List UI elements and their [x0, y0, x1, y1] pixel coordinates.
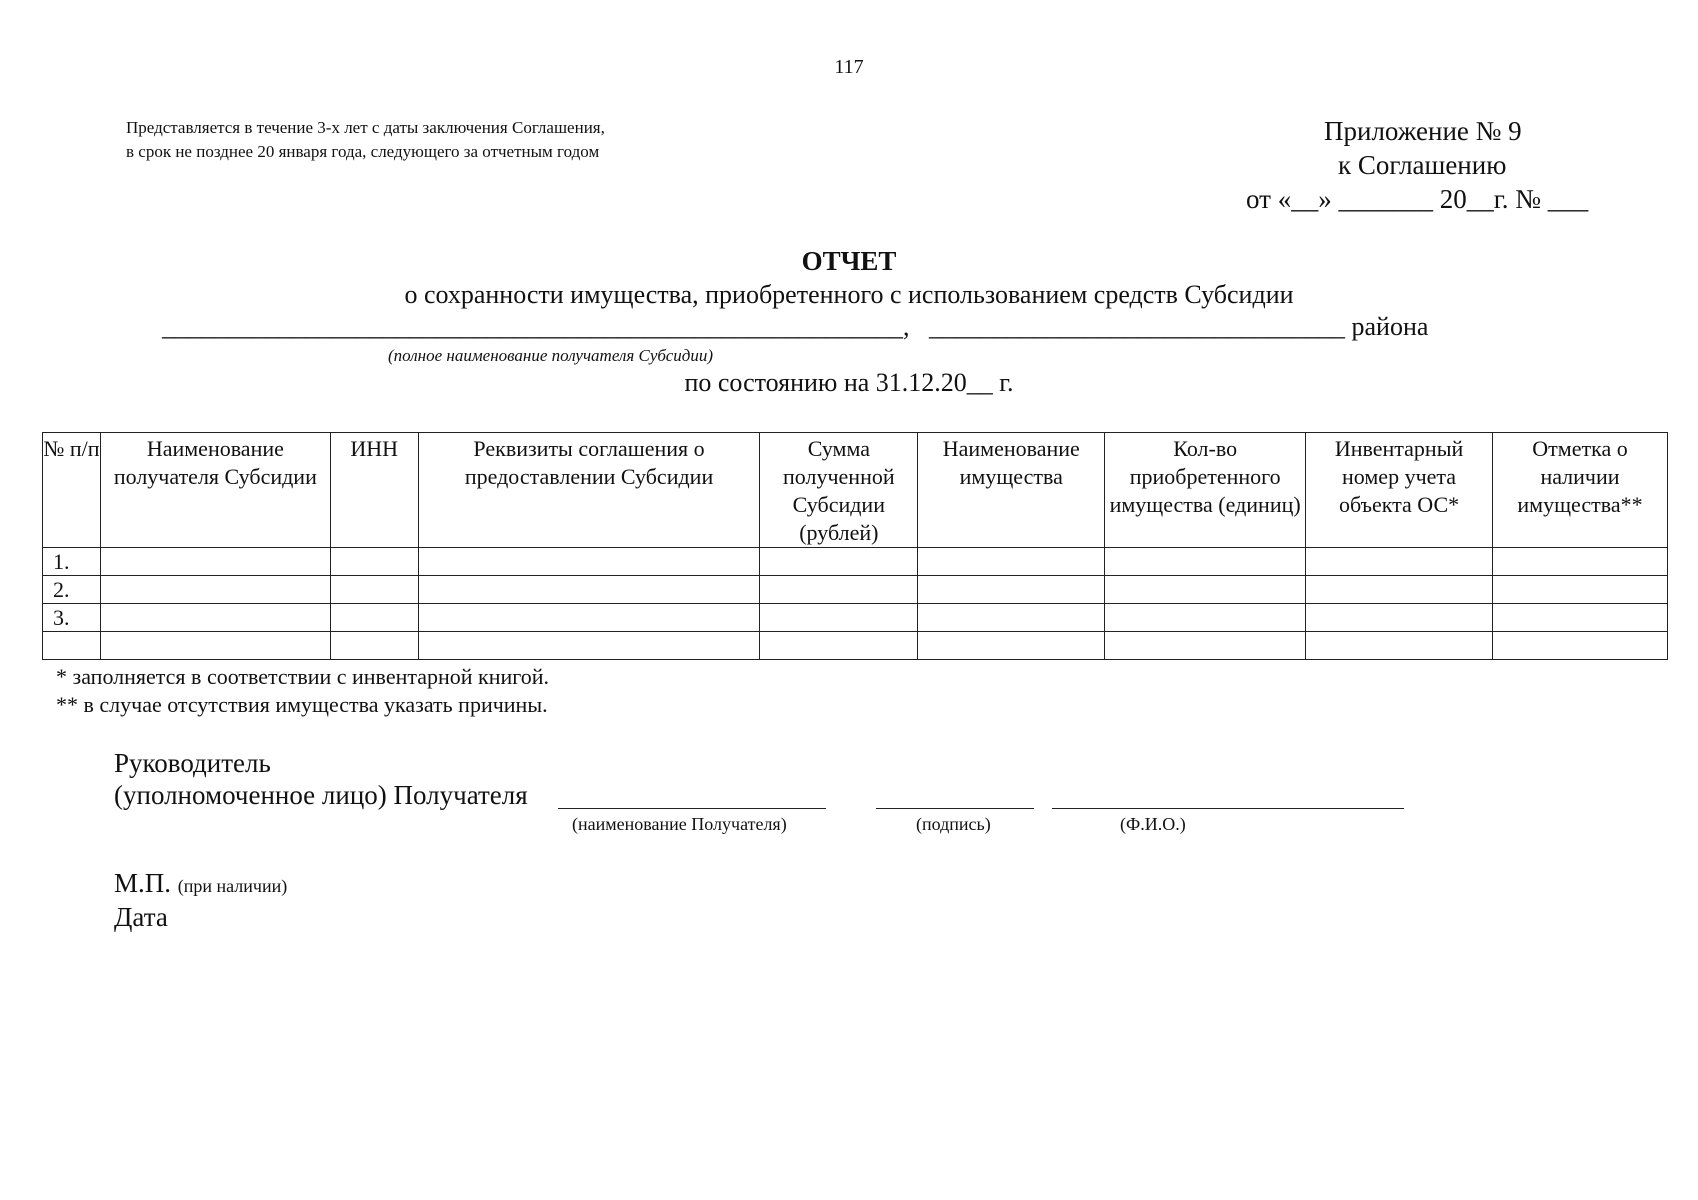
recipient-hint: (полное наименование получателя Субсидии)	[388, 346, 714, 365]
appendix-agreement: к Соглашению	[1338, 150, 1507, 180]
col-header-agreement: Реквизиты соглашения о предоставлении Субсидии	[418, 433, 760, 548]
table-cell	[100, 576, 330, 604]
col-header-inn: ИНН	[330, 433, 418, 548]
table-cell	[418, 604, 760, 632]
recipient-name-hint: (наименование Получателя)	[572, 814, 787, 834]
stamp-label: М.П.	[114, 868, 172, 898]
table-cell	[330, 576, 418, 604]
signature-hint: (подпись)	[916, 814, 991, 834]
table-cell	[418, 576, 760, 604]
row-number: 2.	[43, 576, 101, 604]
signature-blank	[876, 808, 1034, 809]
col-header-quantity: Кол-во приобретенного имущества (единиц)	[1105, 433, 1306, 548]
appendix-number: Приложение № 9	[1324, 116, 1522, 146]
table-cell	[760, 576, 918, 604]
table-cell	[1493, 548, 1668, 576]
table-cell	[330, 604, 418, 632]
report-table	[42, 432, 1668, 660]
table-cell	[1493, 632, 1668, 660]
submission-note	[126, 116, 605, 164]
date-label: Дата	[114, 902, 168, 932]
head-label: Руководитель	[114, 748, 271, 778]
table-row	[43, 632, 1668, 660]
stamp-note: (при наличии)	[177, 876, 288, 896]
footnote-inventory: * заполняется в соответствии с инвентарной книгой.	[56, 664, 550, 689]
recipient-fill-line: _________________________________________________________, ________________________________ района	[162, 312, 1429, 341]
table-cell	[760, 632, 918, 660]
table-cell	[1105, 548, 1306, 576]
col-header-inventory-number: Инвентарный номер учета объекта ОС*	[1306, 433, 1493, 548]
col-header-number: № п/п	[43, 433, 101, 548]
table-cell	[330, 548, 418, 576]
footnote-absence: ** в случае отсутствия имущества указать причины.	[56, 692, 548, 717]
authorized-person-label: (уполномоченное лицо) Получателя	[114, 780, 528, 810]
table-cell	[1306, 548, 1493, 576]
appendix-header	[1246, 114, 1646, 216]
table-cell	[1306, 632, 1493, 660]
page-number: 117	[834, 56, 864, 78]
row-number: 3.	[43, 604, 101, 632]
submission-note-line-1: Представляется в течение 3-х лет с даты заключения Соглашения,	[126, 118, 605, 137]
col-header-property-name: Наименование имущества	[918, 433, 1105, 548]
recipient-name-blank	[558, 808, 826, 809]
table-row	[43, 604, 1668, 632]
table-cell	[1493, 576, 1668, 604]
table-cell	[918, 576, 1105, 604]
table-cell	[1306, 604, 1493, 632]
table-header-row	[43, 433, 1668, 548]
table-cell	[1493, 604, 1668, 632]
table-cell	[918, 632, 1105, 660]
col-header-amount: Сумма полученной Субсидии (рублей)	[760, 433, 918, 548]
table-cell	[330, 632, 418, 660]
table-cell	[1105, 604, 1306, 632]
table-cell	[918, 604, 1105, 632]
stamp-place	[114, 868, 287, 899]
appendix-date-number: от «__» _______ 20__г. № ___	[1246, 184, 1589, 214]
table-row	[43, 548, 1668, 576]
table-cell	[918, 548, 1105, 576]
col-header-recipient: Наименование получателя Субсидии	[100, 433, 330, 548]
report-title: ОТЧЕТ	[801, 246, 897, 276]
table-cell	[760, 604, 918, 632]
table-row	[43, 576, 1668, 604]
row-number	[43, 632, 101, 660]
submission-note-line-2: в срок не позднее 20 января года, следующего за отчетным годом	[126, 142, 600, 161]
report-subtitle: о сохранности имущества, приобретенного с использованием средств Субсидии	[404, 280, 1294, 309]
table-cell	[100, 548, 330, 576]
table-cell	[1105, 632, 1306, 660]
table-cell	[418, 632, 760, 660]
table-cell	[100, 632, 330, 660]
table-cell	[418, 548, 760, 576]
table-cell	[100, 604, 330, 632]
table-cell	[1306, 576, 1493, 604]
fio-hint: (Ф.И.О.)	[1120, 814, 1186, 834]
fio-blank	[1052, 808, 1404, 809]
table-cell	[1105, 576, 1306, 604]
row-number: 1.	[43, 548, 101, 576]
as-of-date: по состоянию на 31.12.20__ г.	[684, 368, 1014, 397]
table-cell	[760, 548, 918, 576]
col-header-presence: Отметка о наличии имущества**	[1493, 433, 1668, 548]
